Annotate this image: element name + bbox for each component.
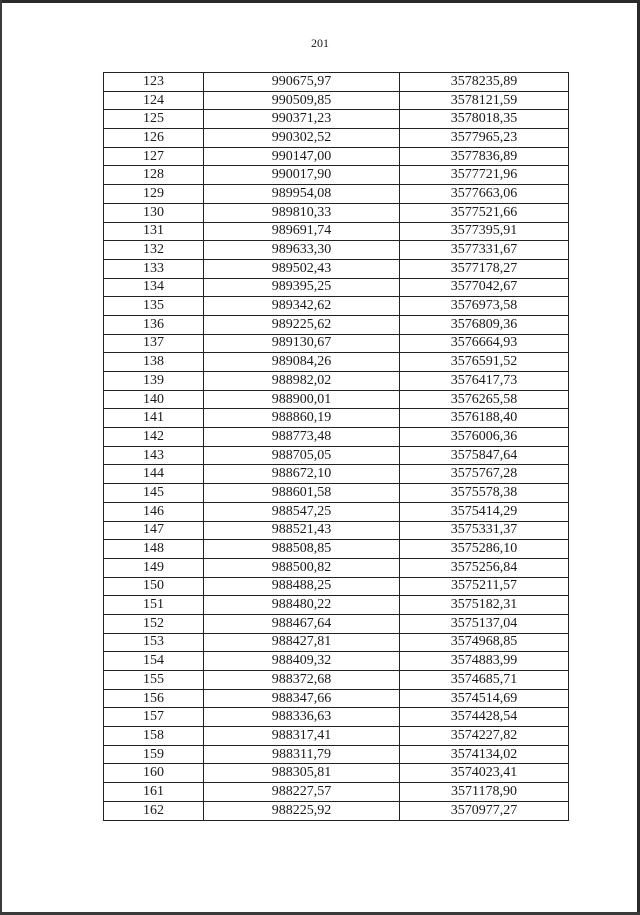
x-coordinate-cell: 988347,66 xyxy=(204,689,400,708)
y-coordinate-cell: 3574227,82 xyxy=(400,727,569,746)
y-coordinate-cell: 3576188,40 xyxy=(400,409,569,428)
table-row xyxy=(104,614,569,633)
y-coordinate-cell: 3575256,84 xyxy=(400,558,569,577)
point-number-cell: 130 xyxy=(104,203,204,222)
table-row xyxy=(104,671,569,690)
table-row xyxy=(104,315,569,334)
point-number-cell: 126 xyxy=(104,129,204,148)
table-row xyxy=(104,129,569,148)
point-number-cell: 141 xyxy=(104,409,204,428)
x-coordinate-cell: 989395,25 xyxy=(204,278,400,297)
table-row xyxy=(104,689,569,708)
point-number-cell: 161 xyxy=(104,783,204,802)
y-coordinate-cell: 3574023,41 xyxy=(400,764,569,783)
x-coordinate-cell: 988480,22 xyxy=(204,596,400,615)
y-coordinate-cell: 3576417,73 xyxy=(400,372,569,391)
y-coordinate-cell: 3575211,57 xyxy=(400,577,569,596)
x-coordinate-cell: 989342,62 xyxy=(204,297,400,316)
x-coordinate-cell: 988409,32 xyxy=(204,652,400,671)
point-number-cell: 155 xyxy=(104,671,204,690)
page-number: 201 xyxy=(311,36,329,50)
x-coordinate-cell: 988705,05 xyxy=(204,446,400,465)
point-number-cell: 133 xyxy=(104,259,204,278)
table-row xyxy=(104,783,569,802)
x-coordinate-cell: 988311,79 xyxy=(204,745,400,764)
x-coordinate-cell: 988372,68 xyxy=(204,671,400,690)
y-coordinate-cell: 3576664,93 xyxy=(400,334,569,353)
y-coordinate-cell: 3574134,02 xyxy=(400,745,569,764)
point-number-cell: 135 xyxy=(104,297,204,316)
x-coordinate-cell: 988773,48 xyxy=(204,428,400,447)
table-row xyxy=(104,633,569,652)
table-row xyxy=(104,764,569,783)
point-number-cell: 124 xyxy=(104,91,204,110)
x-coordinate-cell: 989225,62 xyxy=(204,315,400,334)
point-number-cell: 160 xyxy=(104,764,204,783)
table-row xyxy=(104,521,569,540)
x-coordinate-cell: 989810,33 xyxy=(204,203,400,222)
x-coordinate-cell: 988508,85 xyxy=(204,540,400,559)
y-coordinate-cell: 3576006,36 xyxy=(400,428,569,447)
table-row xyxy=(104,727,569,746)
y-coordinate-cell: 3575578,38 xyxy=(400,484,569,503)
point-number-cell: 142 xyxy=(104,428,204,447)
point-number-cell: 157 xyxy=(104,708,204,727)
scan-border-top xyxy=(0,0,640,3)
y-coordinate-cell: 3577042,67 xyxy=(400,278,569,297)
x-coordinate-cell: 988860,19 xyxy=(204,409,400,428)
point-number-cell: 153 xyxy=(104,633,204,652)
y-coordinate-cell: 3571178,90 xyxy=(400,783,569,802)
point-number-cell: 148 xyxy=(104,540,204,559)
x-coordinate-cell: 988467,64 xyxy=(204,614,400,633)
y-coordinate-cell: 3574883,99 xyxy=(400,652,569,671)
table-row xyxy=(104,745,569,764)
point-number-cell: 149 xyxy=(104,558,204,577)
y-coordinate-cell: 3577721,96 xyxy=(400,166,569,185)
table-row xyxy=(104,73,569,92)
point-number-cell: 158 xyxy=(104,727,204,746)
point-number-cell: 127 xyxy=(104,147,204,166)
x-coordinate-cell: 988305,81 xyxy=(204,764,400,783)
point-number-cell: 134 xyxy=(104,278,204,297)
point-number-cell: 154 xyxy=(104,652,204,671)
x-coordinate-cell: 990302,52 xyxy=(204,129,400,148)
y-coordinate-cell: 3577395,91 xyxy=(400,222,569,241)
x-coordinate-cell: 988900,01 xyxy=(204,390,400,409)
x-coordinate-cell: 988521,43 xyxy=(204,521,400,540)
point-number-cell: 125 xyxy=(104,110,204,129)
y-coordinate-cell: 3574685,71 xyxy=(400,671,569,690)
point-number-cell: 132 xyxy=(104,241,204,260)
y-coordinate-cell: 3578235,89 xyxy=(400,73,569,92)
table-row xyxy=(104,446,569,465)
table-row xyxy=(104,652,569,671)
x-coordinate-cell: 988672,10 xyxy=(204,465,400,484)
point-number-cell: 128 xyxy=(104,166,204,185)
table-row xyxy=(104,596,569,615)
y-coordinate-cell: 3576591,52 xyxy=(400,353,569,372)
x-coordinate-cell: 988982,02 xyxy=(204,372,400,391)
y-coordinate-cell: 3577965,23 xyxy=(400,129,569,148)
x-coordinate-cell: 988488,25 xyxy=(204,577,400,596)
x-coordinate-cell: 989954,08 xyxy=(204,185,400,204)
x-coordinate-cell: 990675,97 xyxy=(204,73,400,92)
x-coordinate-cell: 989633,30 xyxy=(204,241,400,260)
point-number-cell: 159 xyxy=(104,745,204,764)
point-number-cell: 136 xyxy=(104,315,204,334)
table-row xyxy=(104,353,569,372)
table-row xyxy=(104,502,569,521)
x-coordinate-cell: 988336,63 xyxy=(204,708,400,727)
point-number-cell: 137 xyxy=(104,334,204,353)
x-coordinate-cell: 990509,85 xyxy=(204,91,400,110)
table-row xyxy=(104,484,569,503)
table-row xyxy=(104,540,569,559)
y-coordinate-cell: 3576973,58 xyxy=(400,297,569,316)
point-number-cell: 156 xyxy=(104,689,204,708)
point-number-cell: 152 xyxy=(104,614,204,633)
point-number-cell: 162 xyxy=(104,801,204,820)
table-row xyxy=(104,390,569,409)
y-coordinate-cell: 3574514,69 xyxy=(400,689,569,708)
point-number-cell: 123 xyxy=(104,73,204,92)
y-coordinate-cell: 3578121,59 xyxy=(400,91,569,110)
point-number-cell: 146 xyxy=(104,502,204,521)
point-number-cell: 143 xyxy=(104,446,204,465)
y-coordinate-cell: 3577178,27 xyxy=(400,259,569,278)
x-coordinate-cell: 988500,82 xyxy=(204,558,400,577)
table-row xyxy=(104,801,569,820)
x-coordinate-cell: 988427,81 xyxy=(204,633,400,652)
table-row xyxy=(104,259,569,278)
table-row xyxy=(104,409,569,428)
y-coordinate-cell: 3575182,31 xyxy=(400,596,569,615)
point-number-cell: 138 xyxy=(104,353,204,372)
x-coordinate-cell: 988317,41 xyxy=(204,727,400,746)
y-coordinate-cell: 3575767,28 xyxy=(400,465,569,484)
table-row xyxy=(104,222,569,241)
point-number-cell: 131 xyxy=(104,222,204,241)
table-row xyxy=(104,241,569,260)
point-number-cell: 129 xyxy=(104,185,204,204)
x-coordinate-cell: 988601,58 xyxy=(204,484,400,503)
x-coordinate-cell: 988547,25 xyxy=(204,502,400,521)
y-coordinate-cell: 3577521,66 xyxy=(400,203,569,222)
table-row xyxy=(104,297,569,316)
x-coordinate-cell: 989130,67 xyxy=(204,334,400,353)
y-coordinate-cell: 3578018,35 xyxy=(400,110,569,129)
y-coordinate-cell: 3576265,58 xyxy=(400,390,569,409)
table-row xyxy=(104,708,569,727)
point-number-cell: 151 xyxy=(104,596,204,615)
y-coordinate-cell: 3575286,10 xyxy=(400,540,569,559)
table-row xyxy=(104,428,569,447)
coordinates-table xyxy=(103,72,569,821)
x-coordinate-cell: 990147,00 xyxy=(204,147,400,166)
x-coordinate-cell: 989502,43 xyxy=(204,259,400,278)
table-row xyxy=(104,334,569,353)
y-coordinate-cell: 3575414,29 xyxy=(400,502,569,521)
table-row xyxy=(104,185,569,204)
y-coordinate-cell: 3577836,89 xyxy=(400,147,569,166)
y-coordinate-cell: 3577331,67 xyxy=(400,241,569,260)
y-coordinate-cell: 3575847,64 xyxy=(400,446,569,465)
point-number-cell: 147 xyxy=(104,521,204,540)
x-coordinate-cell: 990017,90 xyxy=(204,166,400,185)
y-coordinate-cell: 3577663,06 xyxy=(400,185,569,204)
coordinates-table-body xyxy=(104,73,569,821)
table-row xyxy=(104,372,569,391)
y-coordinate-cell: 3575137,04 xyxy=(400,614,569,633)
table-row xyxy=(104,203,569,222)
point-number-cell: 144 xyxy=(104,465,204,484)
point-number-cell: 145 xyxy=(104,484,204,503)
x-coordinate-cell: 988227,57 xyxy=(204,783,400,802)
scan-border-left xyxy=(0,0,2,915)
point-number-cell: 140 xyxy=(104,390,204,409)
table-row xyxy=(104,577,569,596)
point-number-cell: 150 xyxy=(104,577,204,596)
y-coordinate-cell: 3576809,36 xyxy=(400,315,569,334)
table-row xyxy=(104,465,569,484)
y-coordinate-cell: 3575331,37 xyxy=(400,521,569,540)
y-coordinate-cell: 3574428,54 xyxy=(400,708,569,727)
table-row xyxy=(104,147,569,166)
x-coordinate-cell: 990371,23 xyxy=(204,110,400,129)
y-coordinate-cell: 3574968,85 xyxy=(400,633,569,652)
point-number-cell: 139 xyxy=(104,372,204,391)
x-coordinate-cell: 989084,26 xyxy=(204,353,400,372)
table-row xyxy=(104,110,569,129)
table-row xyxy=(104,278,569,297)
table-row xyxy=(104,166,569,185)
y-coordinate-cell: 3570977,27 xyxy=(400,801,569,820)
table-row xyxy=(104,558,569,577)
x-coordinate-cell: 989691,74 xyxy=(204,222,400,241)
x-coordinate-cell: 988225,92 xyxy=(204,801,400,820)
table-row xyxy=(104,91,569,110)
